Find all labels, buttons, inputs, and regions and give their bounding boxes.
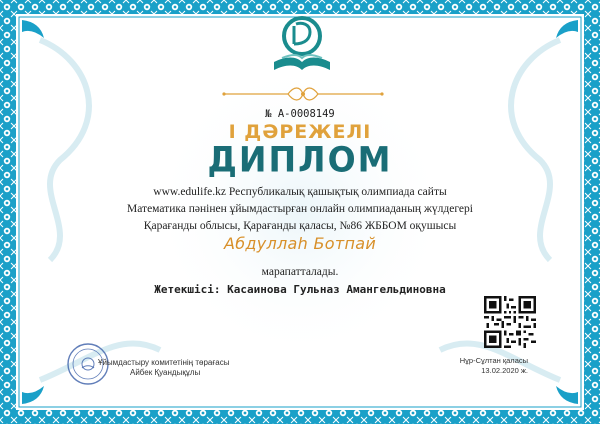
place-date-block — [460, 356, 528, 376]
gold-divider-ornament — [218, 86, 388, 102]
recipient-name: Абдуллаh Ботпай — [223, 234, 377, 253]
diploma-degree: I ДӘРЕЖЕЛІ — [228, 121, 372, 143]
diploma-number: № A-0008149 — [265, 108, 335, 120]
description-line-1: www.edulife.kz Республикалық қашықтық олимпиада сайты — [153, 186, 447, 198]
issue-date: 13.02.2020 ж. — [481, 366, 528, 375]
edulife-logo-icon — [264, 12, 340, 76]
description-line-2: Математика пәнінен ұйымдастырған онлайн олимпиаданың жүлдегері — [127, 203, 473, 215]
city-label: Нұр-Сұлтан қаласы — [459, 356, 528, 365]
description-line-3: Қарағанды облысы, Қарағанды қаласы, №86 ЖББОМ оқушысы — [143, 220, 457, 232]
committee-name: Айбек Қуандықұлы — [130, 368, 201, 377]
qr-code-icon — [484, 296, 536, 348]
committee-title: Ұйымдастыру комитетінің төрағасы — [98, 358, 230, 367]
diploma-title: ДИПЛОМ — [207, 139, 393, 180]
committee-signature-block — [98, 358, 229, 378]
supervisor-line: Жетекшісі: Касаинова Гульназ Амангельдиновна — [154, 283, 446, 296]
awarded-text: марапатталады. — [261, 266, 339, 278]
